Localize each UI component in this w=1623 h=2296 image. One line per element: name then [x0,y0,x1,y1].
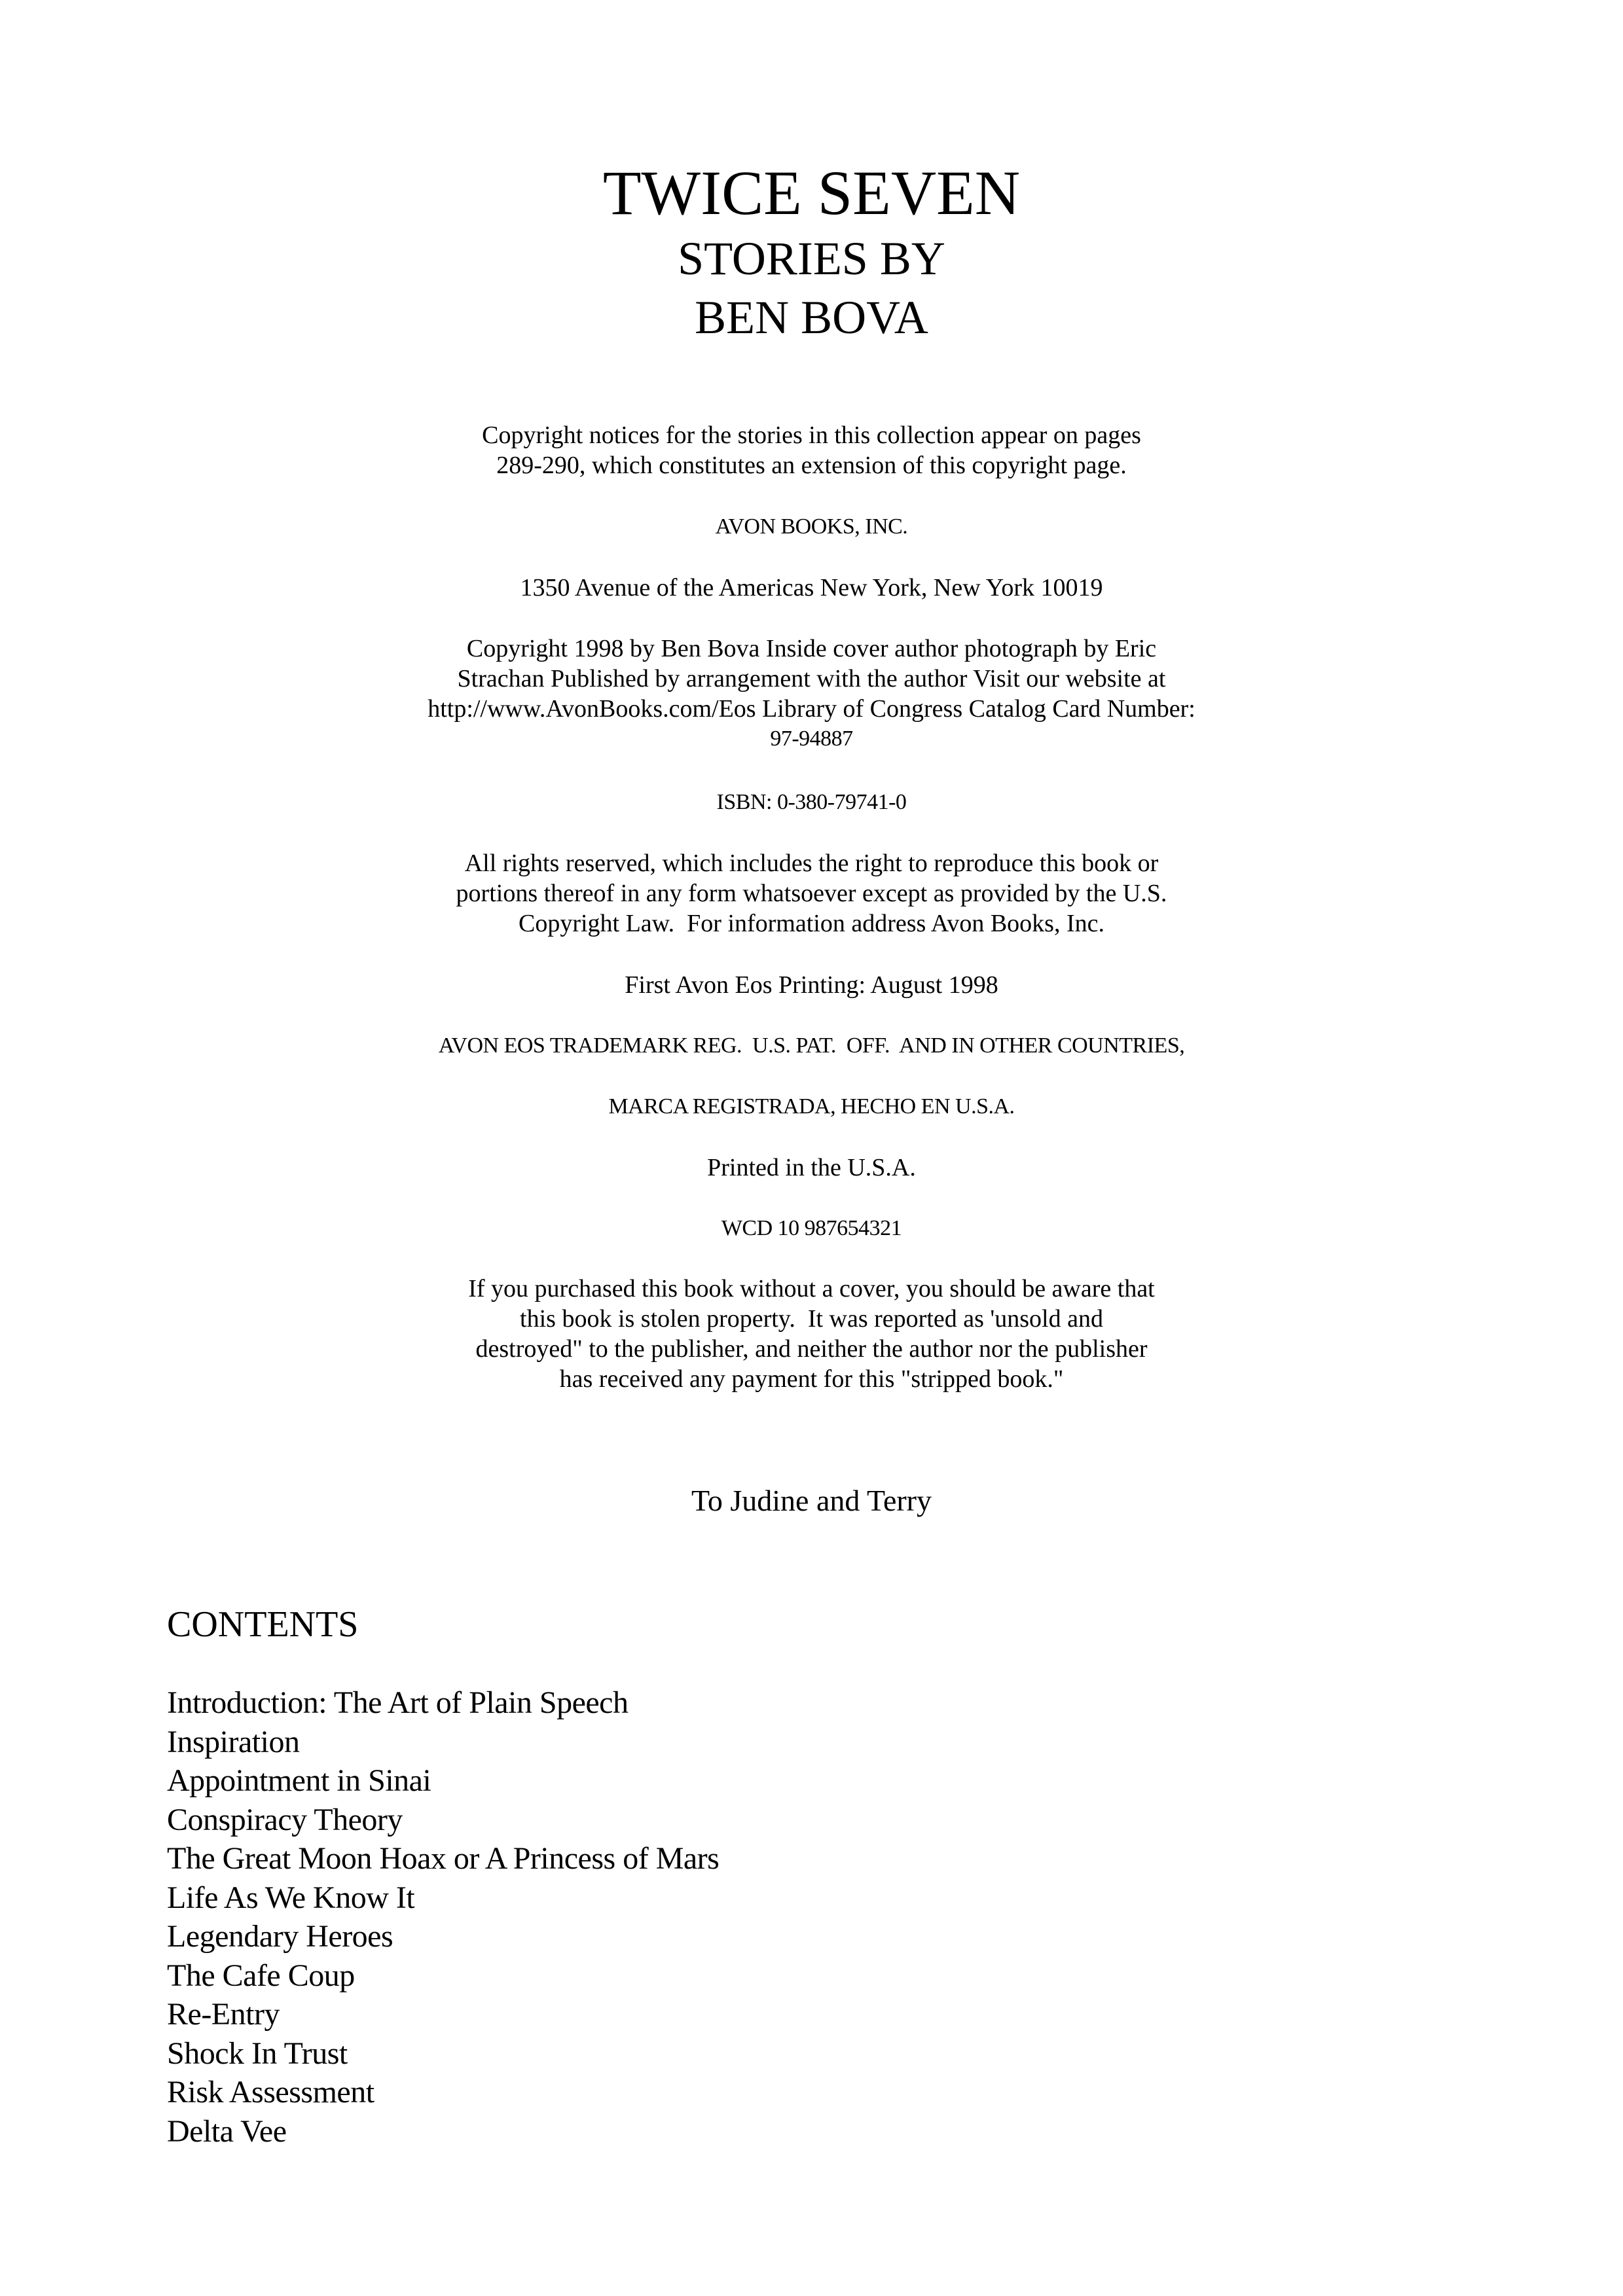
book-subtitle: STORIES BY [678,232,945,285]
table-of-contents [167,1683,719,2151]
toc-item: The Great Moon Hoax or A Princess of Mars [167,1841,720,1876]
printing-code: WCD 10 987654321 [721,1216,902,1240]
toc-item: Legendary Heroes [167,1919,393,1954]
marca-registrada: MARCA REGISTRADA, HECHO EN U.S.A. [608,1094,1015,1119]
copyright-block-line: Copyright 1998 by Ben Bova Inside cover author photograph by Eric [466,635,1157,662]
printed-in: Printed in the U.S.A. [707,1154,916,1181]
publisher-address: 1350 Avenue of the Americas New York, New York 10019 [520,574,1103,601]
copyright-block-line: http://www.AvonBooks.com/Eos Library of Congress Catalog Card Number: [428,695,1195,723]
toc-item: Delta Vee [167,2113,287,2149]
dedication: To Judine and Terry [691,1484,932,1517]
toc-item: The Cafe Coup [167,1958,355,1993]
stripped-book-notice [0,1274,1623,1394]
rights-line: All rights reserved, which includes the right to reproduce this book or [464,850,1159,877]
contents-heading: CONTENTS [167,1604,359,1645]
first-printing: First Avon Eos Printing: August 1998 [625,971,998,999]
rights-line: portions thereof in any form whatsoever except as provided by the U.S. [456,880,1167,907]
toc-item: Inspiration [167,1724,300,1759]
publisher-name: AVON BOOKS, INC. [715,514,908,539]
toc-item: Conspiracy Theory [167,1802,403,1837]
toc-item: Risk Assessment [167,2075,374,2109]
trademark-notice: AVON EOS TRADEMARK REG. U.S. PAT. OFF. AND IN OTHER COUNTRIES, [438,1033,1185,1058]
toc-item: Appointment in Sinai [167,1763,431,1798]
toc-item: Introduction: The Art of Plain Speech [167,1685,629,1720]
copyright-notice [0,420,1623,480]
stripped-notice-line: destroyed" to the publisher, and neither the author nor the publisher [475,1335,1148,1363]
toc-item: Re-Entry [167,1997,280,2032]
toc-item: Life As We Know It [167,1880,415,1915]
copyright-block-line: Strachan Published by arrangement with the author Visit our website at [457,665,1166,692]
copyright-notice-line: Copyright notices for the stories in this collection appear on pages [482,422,1141,449]
toc-item: Shock In Trust [167,2036,348,2071]
copyright-block-line: 97-94887 [770,726,853,751]
stripped-notice-line: has received any payment for this "stripped book." [559,1365,1064,1393]
rights-statement [0,848,1623,939]
copyright-notice-line: 289-290, which constitutes an extension of this copyright page. [496,452,1127,479]
stripped-notice-line: If you purchased this book without a cover, you should be aware that [468,1275,1155,1302]
book-title: TWICE SEVEN [602,158,1021,228]
rights-line: Copyright Law. For information address Avon Books, Inc. [518,910,1104,937]
copyright-block [0,634,1623,754]
book-author: BEN BOVA [695,291,928,344]
stripped-notice-line: this book is stolen property. It was reported as 'unsold and [520,1305,1103,1333]
isbn: ISBN: 0-380-79741-0 [716,790,907,814]
